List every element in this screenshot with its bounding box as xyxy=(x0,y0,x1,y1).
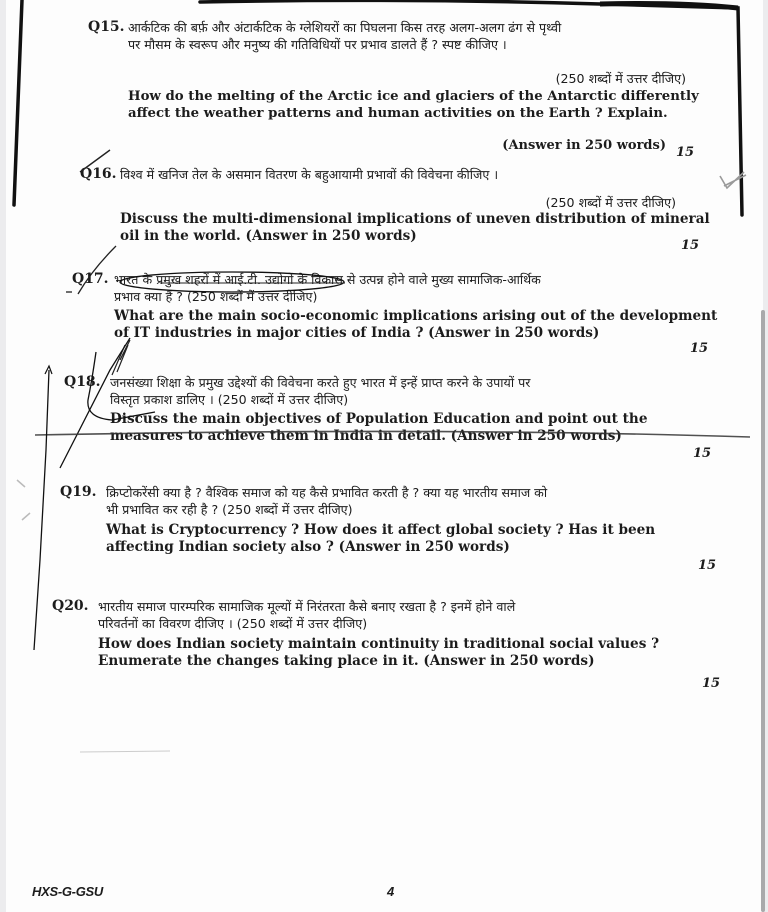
q15-hindi-line-2: पर मौसम के स्वरूप और मनुष्य की गतिविधियों पर प्रभाव डालते हैं ? स्पष्ट कीजिए । xyxy=(128,37,507,52)
q15-hindi-word-limit: (250 शब्दों में उत्तर दीजिए) xyxy=(555,71,686,86)
q19-english-line-1: What is Cryptocurrency ? How does it affect global society ? Has it been xyxy=(106,522,656,538)
question-number-q19: Q19. xyxy=(60,484,97,500)
q17-marks: 15 xyxy=(690,341,709,356)
q20-english-line-1: How does Indian society maintain continuity in traditional social values ? xyxy=(98,636,660,652)
q20-english-line-2: Enumerate the changes taking place in it. (Answer in 250 words) xyxy=(98,653,595,669)
question-q17 xyxy=(114,271,718,342)
q19-english-line-2: affecting Indian society also ? (Answer in 250 words) xyxy=(106,539,510,555)
paper-code: HXS-G-GSU xyxy=(32,884,103,899)
q19-hindi-line-1: क्रिप्टोकरेंसी क्या है ? वैश्विक समाज को यह कैसे प्रभावित करती है ? क्या यह भारतीय समाज को xyxy=(106,485,548,500)
q18-english-line-2: measures to achieve them in India in detail. (Answer in 250 words) xyxy=(110,428,622,444)
q16-english-line-1: Discuss the multi-dimensional implications of uneven distribution of mineral xyxy=(120,211,710,227)
q15-english-word-limit: (Answer in 250 words) xyxy=(502,138,666,153)
q20-hindi-line-2: परिवर्तनों का विवरण दीजिए । (250 शब्दों में उत्तर दीजिए) xyxy=(98,616,368,631)
q17-hindi-line-2: प्रभाव क्या हैं ? (250 शब्दों में उत्तर दीजिए) xyxy=(114,289,318,304)
q16-hindi-word-limit: (250 शब्दों में उत्तर दीजिए) xyxy=(545,195,676,210)
q17-english-line-2: of IT industries in major cities of India ? (Answer in 250 words) xyxy=(114,325,600,341)
exam-page xyxy=(6,0,763,912)
question-q20 xyxy=(98,598,708,670)
page-number: 4 xyxy=(387,884,395,899)
q18-english-line-1: Discuss the main objectives of Population Education and point out the xyxy=(110,411,648,427)
q20-hindi-line-1: भारतीय समाज पारम्परिक सामाजिक मूल्यों में निरंतरता कैसे बनाए रखता है ? इनमें होने वाले xyxy=(98,599,516,614)
q18-hindi-line-2: विस्तृत प्रकाश डालिए । (250 शब्दों में उत्तर दीजिए) xyxy=(110,392,349,407)
q17-english-line-1: What are the main socio-economic implications arising out of the development xyxy=(114,308,718,324)
q16-english xyxy=(120,211,710,245)
q18-marks: 15 xyxy=(693,446,712,461)
q17-hindi-line-1: भारत के प्रमुख शहरों में आई.टी. उद्योगों के विकास से उत्पन्न होने वाले मुख्य सामाजिक-आर्थिक xyxy=(114,272,541,287)
q15-english-line-2: affect the weather patterns and human activities on the Earth ? Explain. xyxy=(128,106,668,121)
q18-hindi-line-1: जनसंख्या शिक्षा के प्रमुख उद्देश्यों की विवेचना करते हुए भारत में इन्हें प्राप्त करने के उपायों पर xyxy=(110,375,531,390)
question-q16 xyxy=(120,166,680,183)
q15-hindi-line-1: आर्कटिक की बर्फ़ और अंटार्कटिक के ग्लेशियरों का पिघलना किस तरह अलग-अलग ढंग से पृथ्वी xyxy=(128,20,562,35)
q15-english xyxy=(128,88,698,122)
q19-marks: 15 xyxy=(698,558,717,573)
question-number-q15: Q15. xyxy=(88,19,125,35)
q16-marks: 15 xyxy=(681,238,700,253)
question-q19 xyxy=(106,484,706,556)
question-q15 xyxy=(128,19,688,53)
question-q18 xyxy=(110,374,700,445)
question-number-q20: Q20. xyxy=(52,598,89,614)
question-number-q16: Q16. xyxy=(80,166,117,182)
question-number-q18: Q18. xyxy=(64,374,101,390)
q16-hindi-line-1: विश्व में खनिज तेल के असमान वितरण के बहुआयामी प्रभावों की विवेचना कीजिए । xyxy=(120,167,499,182)
q16-english-line-2: oil in the world. (Answer in 250 words) xyxy=(120,228,417,244)
q15-english-line-1: How do the melting of the Arctic ice and glaciers of the Antarctic differently xyxy=(128,89,699,104)
q19-hindi-line-2: भी प्रभावित कर रही है ? (250 शब्दों में उत्तर दीजिए) xyxy=(106,502,353,517)
scrollbar[interactable] xyxy=(761,310,765,912)
question-number-q17: Q17. xyxy=(72,271,109,287)
q15-marks: 15 xyxy=(676,145,695,160)
q20-marks: 15 xyxy=(702,676,721,691)
